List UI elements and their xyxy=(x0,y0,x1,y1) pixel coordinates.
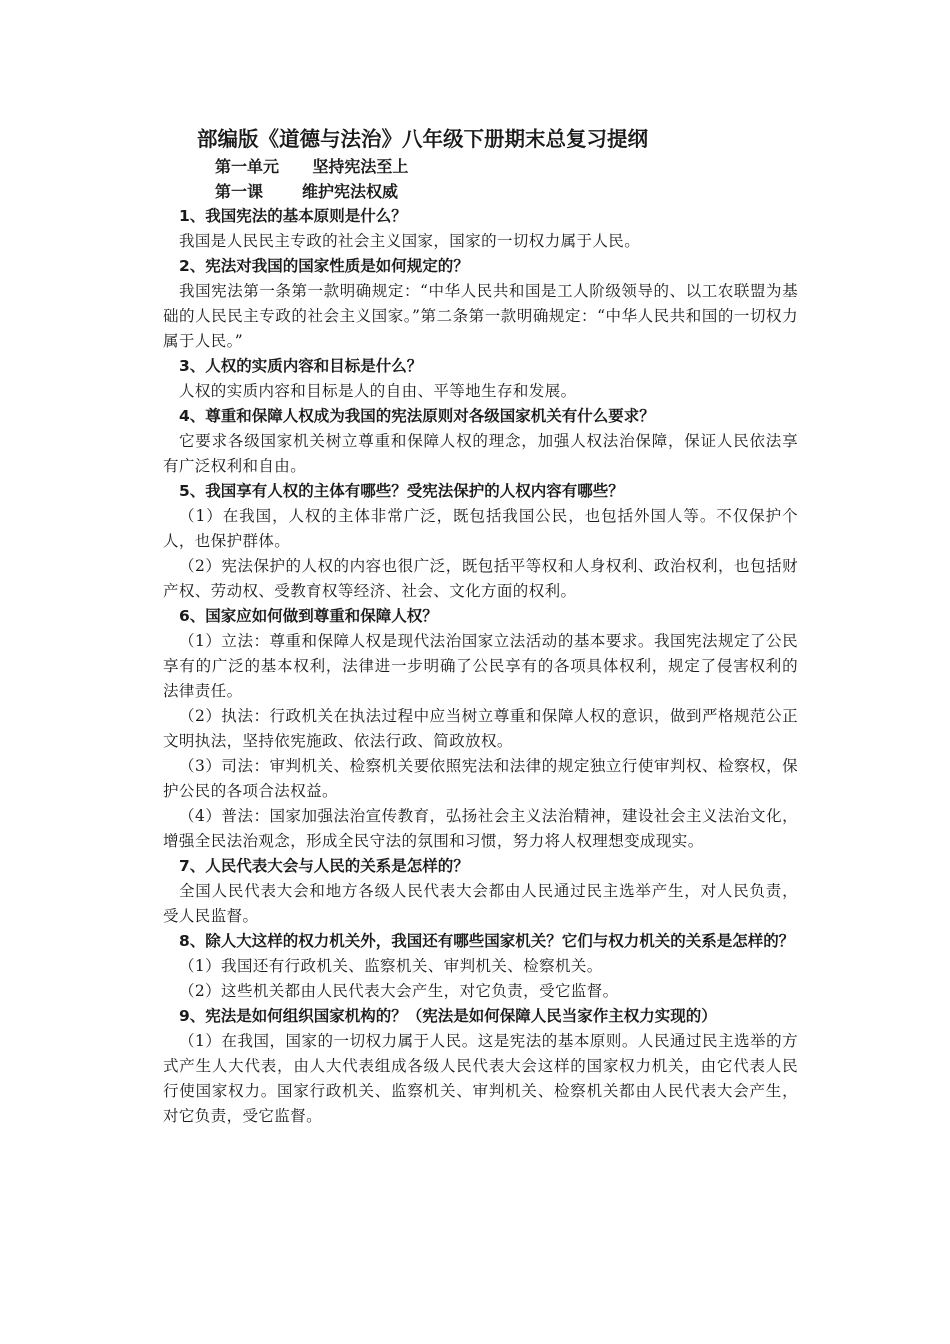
question-heading: 2、宪法对我国的国家性质是如何规定的？ xyxy=(179,257,469,275)
qa-block-3 xyxy=(163,354,798,404)
document-page xyxy=(163,124,798,1129)
answer-paragraph: （1）立法：尊重和保障人权是现代法治国家立法活动的基本要求。我国宪法规定了公民享有的广泛的基本权利，法律进一步明确了公民享有的各项具体权利，规定了侵害权利的法律责任。 xyxy=(163,632,798,700)
document-title: 部编版《道德与法治》八年级下册期末总复习提纲 xyxy=(197,127,648,151)
answer-paragraph: 它要求各级国家机关树立尊重和保障人权的理念，加强人权法治保障，保证人民依法享有广泛权利和自由。 xyxy=(163,432,798,475)
qa-block-9 xyxy=(163,1004,798,1129)
question-heading: 9、宪法是如何组织国家机构的？（宪法是如何保障人民当家作主权力实现的） xyxy=(179,1007,717,1025)
question-heading: 1、我国宪法的基本原则是什么？ xyxy=(179,207,407,225)
answer-paragraph: 我国宪法第一条第一款明确规定：“中华人民共和国是工人阶级领导的、以工农联盟为基础的人民民主专政的社会主义国家。”第二条第一款明确规定：“中华人民共和国的一切权力属于人民。” xyxy=(163,282,798,350)
question-heading: 7、人民代表大会与人民的关系是怎样的？ xyxy=(179,857,469,875)
qa-block-7 xyxy=(163,854,798,929)
answer-paragraph: （4）普法：国家加强法治宣传教育，弘扬社会主义法治精神，建设社会主义法治文化，增强全民法治观念，形成全民守法的氛围和习惯，努力将人权理想变成现实。 xyxy=(163,807,798,850)
qa-block-1 xyxy=(163,204,798,254)
qa-block-6 xyxy=(163,604,798,854)
answer-paragraph: 人权的实质内容和目标是人的自由、平等地生存和发展。 xyxy=(179,382,577,400)
qa-block-5 xyxy=(163,479,798,604)
qa-block-4 xyxy=(163,404,798,479)
answer-paragraph: 我国是人民民主专政的社会主义国家，国家的一切权力属于人民。 xyxy=(179,232,641,250)
question-heading: 6、国家应如何做到尊重和保障人权？ xyxy=(179,607,438,625)
answer-paragraph: （2）宪法保护的人权的内容也很广泛，既包括平等权和人身权利、政治权利，也包括财产权、劳动权、受教育权等经济、社会、文化方面的权利。 xyxy=(163,557,798,600)
answer-paragraph: （2）执法：行政机关在执法过程中应当树立尊重和保障人权的意识，做到严格规范公正文明执法，坚持依宪施政、依法行政、简政放权。 xyxy=(163,707,798,750)
answer-paragraph: （1）在我国，人权的主体非常广泛，既包括我国公民，也包括外国人等。不仅保护个人，也保护群体。 xyxy=(163,507,798,550)
answer-paragraph: （1）在我国，国家的一切权力属于人民。这是宪法的基本原则。人民通过民主选举的方式产生人大代表，由人大代表组成各级人民代表大会这样的国家权力机关，由它代表人民行使国家权力。国家行政机关、监察机关、审判机关、检察机关都由人民代表大会产生，对它负责，受它监督。 xyxy=(163,1032,798,1125)
answer-paragraph: （1）我国还有行政机关、监察机关、审判机关、检察机关。 xyxy=(179,957,603,975)
answer-paragraph: （3）司法：审判机关、检察机关要依照宪法和法律的规定独立行使审判权、检察权，保护公民的各项合法权益。 xyxy=(163,757,798,800)
question-heading: 8、除人大这样的权力机关外，我国还有哪些国家机关？它们与权力机关的关系是怎样的？ xyxy=(179,932,795,950)
qa-block-8 xyxy=(163,929,798,1004)
question-heading: 5、我国享有人权的主体有哪些？受宪法保护的人权内容有哪些？ xyxy=(179,482,624,500)
question-heading: 3、人权的实质内容和目标是什么？ xyxy=(179,357,423,375)
lesson-heading: 第一课 维护宪法权威 xyxy=(215,182,398,201)
qa-block-2 xyxy=(163,254,798,354)
answer-paragraph: 全国人民代表大会和地方各级人民代表大会都由人民通过民主选举产生，对人民负责，受人民监督。 xyxy=(163,882,798,925)
question-heading: 4、尊重和保障人权成为我国的宪法原则对各级国家机关有什么要求？ xyxy=(179,407,655,425)
answer-paragraph: （2）这些机关都由人民代表大会产生，对它负责，受它监督。 xyxy=(179,982,619,1000)
unit-heading: 第一单元 坚持宪法至上 xyxy=(215,157,409,176)
